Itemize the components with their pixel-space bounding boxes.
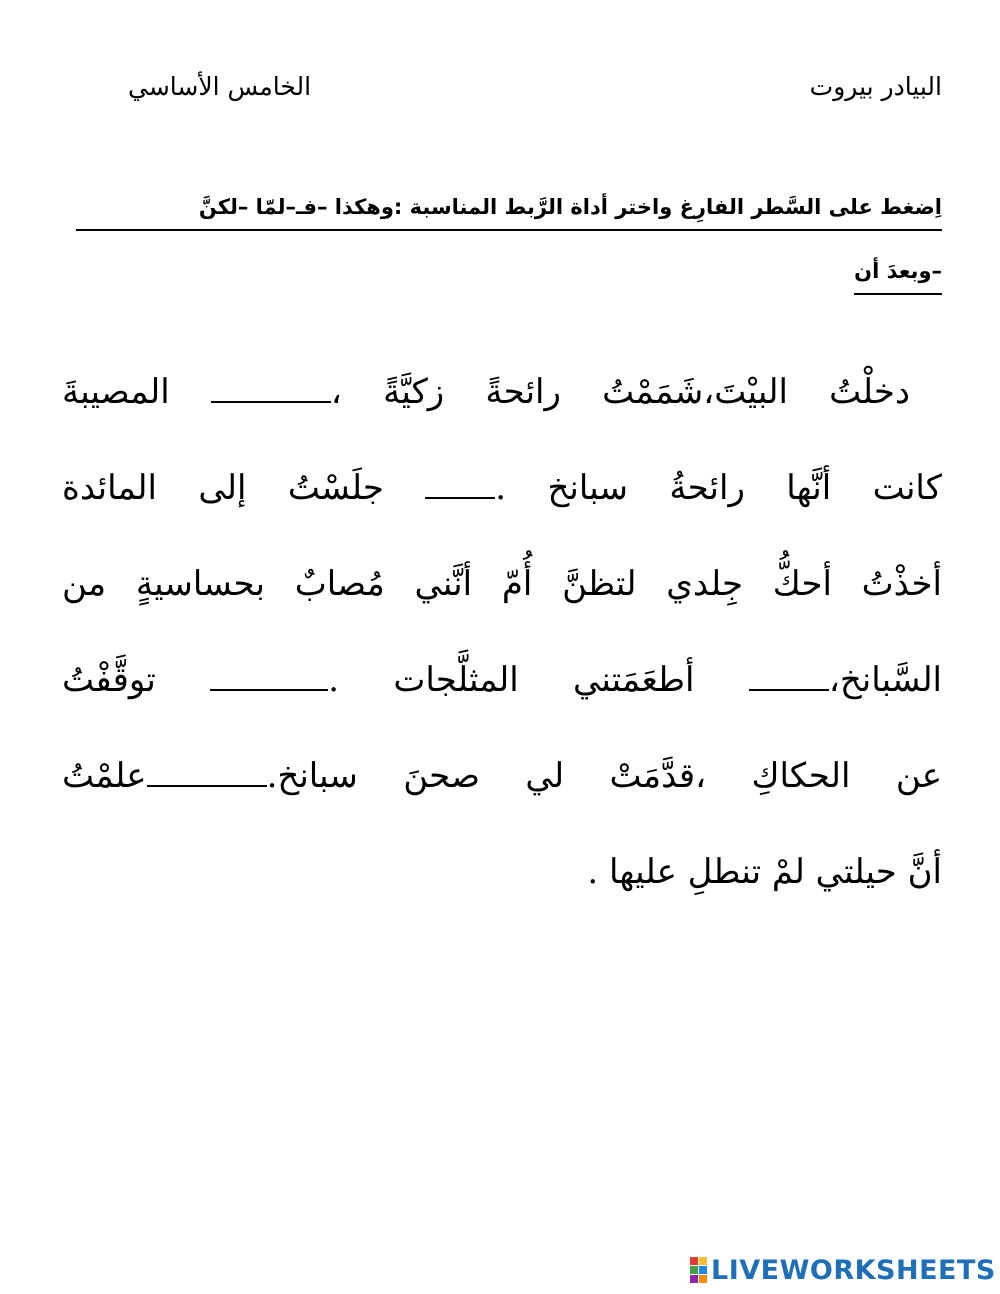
passage-text: أنَّ حيلتي لمْ تنطلِ عليها .: [587, 852, 942, 892]
logo-square: [699, 1275, 707, 1283]
logo-text: LIVEWORKSHEETS: [711, 1254, 996, 1286]
passage-line-6: [62, 842, 942, 938]
passage-text: عن الحكاكِ ،قدَّمَتْ لي صحنَ سبانخ.: [266, 756, 942, 796]
passage-text: توقَّفْتُ: [62, 660, 211, 700]
logo-square: [690, 1257, 698, 1265]
passage-line-2: [62, 458, 942, 554]
passage-text: المصيبةَ: [62, 372, 211, 412]
answer-blank-1[interactable]: [211, 377, 331, 403]
answer-blank-2[interactable]: [425, 473, 495, 499]
answer-blank-5[interactable]: [147, 761, 267, 787]
passage-text: كانت أنَّها رائحةُ سبانخ .: [495, 468, 942, 508]
passage-line-5: [62, 746, 942, 842]
passage-line-1: [62, 362, 942, 458]
passage-text: أخذْتُ أحكُّ جِلدي لتظنَّ أُمّ أنَّني مُصابٌ بحساسيةٍ من: [62, 564, 942, 604]
passage-text: دخلْتُ البيْتَ،شَمَمْتُ رائحةً زكيَّةً ،: [330, 372, 910, 412]
school-name: البيادر بيروت: [809, 72, 942, 101]
instruction: [76, 195, 942, 323]
grade-label: الخامس الأساسي: [128, 72, 312, 101]
passage-text: جلَسْتُ إلى المائدة: [62, 468, 426, 508]
passage-text: أطعَمَتني المثلَّجات .: [328, 660, 749, 700]
logo-square: [690, 1266, 698, 1274]
answer-blank-4[interactable]: [210, 665, 328, 691]
passage-text: علمْتُ: [62, 756, 147, 796]
instruction-line-2: –وبعدَ أن: [854, 259, 942, 295]
passage-text: السَّبانخ،: [828, 660, 942, 700]
logo-square: [690, 1275, 698, 1283]
instruction-line-1: اِضغط على السَّطر الفارِغ واختر أداة الرَّبط المناسبة :وهكذا –فـ–لمّا –لكنَّ: [76, 195, 942, 231]
page-header: [0, 72, 1000, 112]
passage: [62, 362, 942, 938]
logo-mark-icon: [690, 1257, 707, 1283]
passage-line-4: [62, 650, 942, 746]
liveworksheets-logo: [690, 1250, 996, 1290]
answer-blank-3[interactable]: [749, 665, 829, 691]
logo-square: [699, 1257, 707, 1265]
passage-line-3: [62, 554, 942, 650]
logo-square: [699, 1266, 707, 1274]
